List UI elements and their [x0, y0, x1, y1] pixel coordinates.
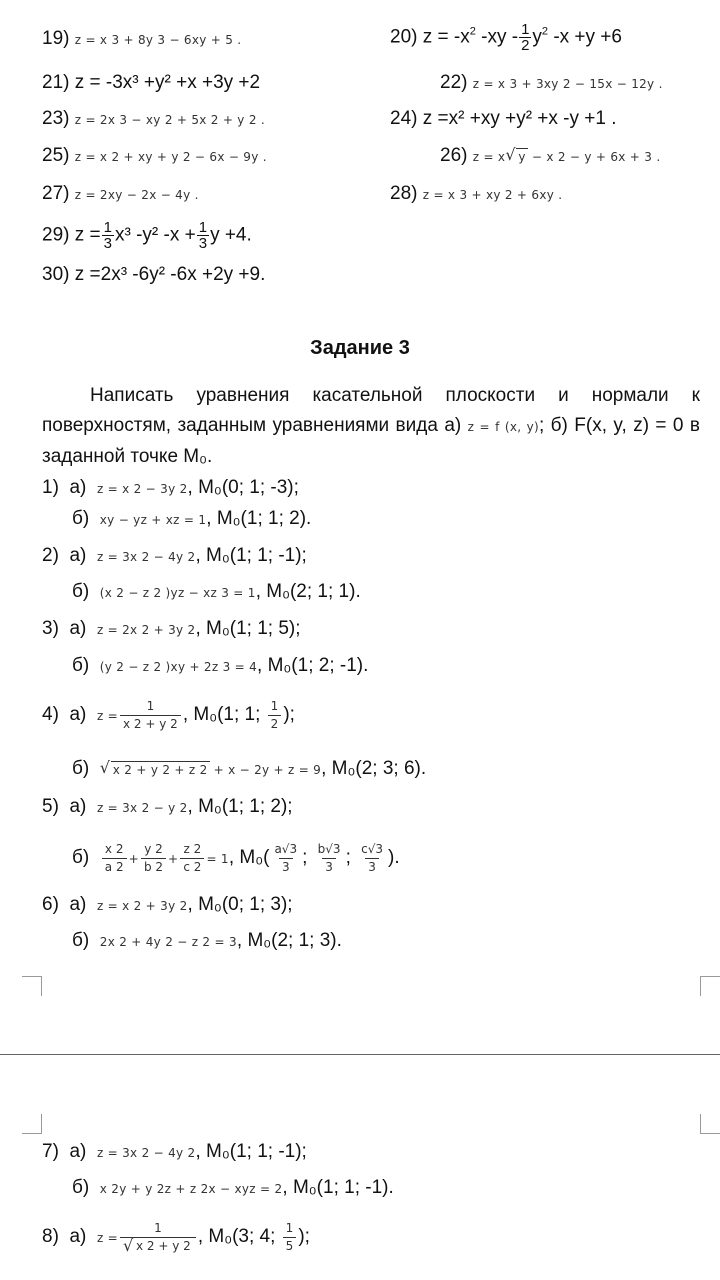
task-description [42, 381, 700, 472]
subtask-label: б) [72, 581, 90, 602]
task-number: 6) [42, 894, 59, 915]
item-number: 26) [440, 145, 468, 166]
point: , M₀(2; 1; 3). [236, 930, 342, 951]
equation-part: − x 2 − y + 6x + 3 . [527, 150, 661, 164]
item-28 [390, 183, 562, 206]
fraction: $\frac{1}{2}$ [521, 21, 530, 54]
item-26 [440, 145, 660, 168]
page-corner-mark [22, 976, 42, 996]
item-number: 29) [42, 224, 70, 246]
item-24 [390, 108, 617, 130]
equation: z = x 2 + xy + y 2 − 6x − 9y . [74, 150, 267, 164]
point: , M₀(1; 1; 5); [195, 618, 301, 639]
task-number: 4) [42, 704, 59, 726]
subtask-label: б) [72, 1177, 90, 1198]
subtask-label: а) [69, 477, 87, 498]
point: , M₀(1; 1; -1). [282, 1177, 394, 1198]
task-number: 8) [42, 1226, 59, 1248]
equation: z = x 3 + 3xy 2 − 15x − 12y . [472, 77, 663, 91]
subtask-label: б) [72, 655, 90, 676]
subtask-label: а) [69, 545, 87, 566]
equation: z = 2xy − 2x − 4y . [74, 188, 199, 202]
task-5a [42, 796, 293, 819]
equation: z = 3x 2 − y 2 [96, 801, 188, 815]
task-1b [72, 508, 311, 531]
description-formula: z = f (x, y) [467, 420, 539, 434]
fraction: $\frac{y 2}{b 2}$ [141, 843, 166, 873]
point: , M₀(1; 1; 2). [206, 508, 312, 529]
item-21 [42, 72, 260, 94]
equation: z =2x³ -6y² -6x +2y +9. [74, 264, 266, 285]
item-20: 20) $z = -x^2$ -xy - $\frac{1}{2}$ $y^2$ -x +y +6 [390, 21, 622, 54]
equation-part: -x +y +6 [548, 26, 622, 48]
point: , M₀(0; 1; -3); [187, 477, 299, 498]
subtask-label: б) [72, 930, 90, 951]
sqrt-sign: √ x 2 + y 2 [123, 1240, 193, 1253]
equation: 2x 2 + 4y 2 − z 2 = 3 [99, 935, 237, 949]
item-23 [42, 108, 265, 131]
subtask-label: б) [72, 847, 90, 869]
task-5b: б) $\frac{x 2}{a 2}$ + $\frac{y 2}{b 2}$ + $\frac{z 2}{c 2}$ = 1, M₀( $\frac{a√3}{3}$ ; $\frac{b√3}{3}$ ; $\frac{c√3}{3}$ ). [72, 842, 400, 874]
item-19 [42, 28, 241, 51]
equation: x 2y + y 2z + z 2x − xyz = 2 [99, 1182, 283, 1196]
item-27 [42, 183, 199, 206]
point: , M₀(1; 1; -1); [195, 1141, 307, 1162]
item-number: 20) [390, 26, 418, 48]
task-number: 1) [42, 477, 59, 498]
point: , M₀(0; 1; 3); [187, 894, 293, 915]
point: ); [298, 1226, 310, 1248]
task-8a [42, 1222, 310, 1252]
task-number: 3) [42, 618, 59, 639]
item-number: 24) [390, 108, 418, 129]
fraction: $\frac{1}{3}$ [103, 219, 112, 252]
equation: z = 3x 2 − 4y 2 [96, 1146, 196, 1160]
point-fraction: $\frac{b√3}{3}$ [317, 842, 341, 874]
equation-part: z = -x [422, 26, 470, 48]
subtask-label: а) [69, 1141, 87, 1162]
equation-part: x³ -y² -x + [114, 224, 196, 246]
subtask-label: а) [69, 796, 87, 817]
equation: z = 2x 2 + 3y 2 [96, 623, 196, 637]
fraction: $\frac{1}{3}$ [198, 219, 208, 252]
task-2a [42, 545, 307, 568]
fraction: 1 √ x 2 + y 2 [120, 1222, 196, 1252]
point: , M₀(1; 1; 2); [187, 796, 293, 817]
equation: z = x 3 + xy 2 + 6xy . [422, 188, 563, 202]
task-2b [72, 581, 361, 604]
subtask-label: а) [69, 704, 87, 726]
sqrt-sign: √ y [505, 146, 527, 168]
page-corner-mark [700, 1114, 720, 1134]
equation: z = 2x 3 − xy 2 + 5x 2 + y 2 . [74, 113, 265, 127]
point: , M₀(3; 4; [197, 1226, 276, 1248]
equation: (y 2 − z 2 )xy + 2z 3 = 4 [99, 660, 258, 674]
subtask-label: а) [69, 894, 87, 915]
page-corner-mark [700, 976, 720, 996]
item-number: 25) [42, 145, 70, 166]
page-corner-mark [22, 1114, 42, 1134]
point: ); [283, 704, 295, 726]
equation-part: z = x [472, 150, 506, 164]
point: , M₀(1; 2; -1). [257, 655, 369, 676]
item-number: 22) [440, 72, 468, 93]
point-fraction: $\frac{1}{5}$ [283, 1222, 297, 1252]
description-text: Написать уравнения касательной плоскости и нормали к поверхностям, заданным уравнениями вида а) [42, 385, 700, 436]
fraction: $\frac{z 2}{c 2}$ [180, 843, 204, 873]
point-fraction: $\frac{a√3}{3}$ [274, 842, 298, 874]
task-number: 2) [42, 545, 59, 566]
point: ). [388, 847, 400, 869]
description-text: ; б) F(x, y, z) = 0 в заданной точке M₀. [42, 415, 700, 467]
item-25 [42, 145, 267, 168]
equation-part: z = [74, 224, 101, 246]
section-title: Задание 3 [310, 337, 410, 359]
task-1a [42, 477, 299, 500]
subtask-label: а) [69, 1226, 87, 1248]
task-number: 7) [42, 1141, 59, 1162]
item-30 [42, 264, 265, 286]
point-fraction: $\frac{c√3}{3}$ [361, 842, 384, 874]
item-number: 28) [390, 183, 418, 204]
fraction: $\frac{1}{x 2 + y 2}$ [120, 700, 181, 730]
item-number: 23) [42, 108, 70, 129]
equation-part: + x − 2y + z = 9 [209, 763, 322, 777]
equation: z = x 2 + 3y 2 [96, 899, 188, 913]
point: , M₀(2; 3; 6). [321, 758, 427, 779]
task-7a [42, 1141, 307, 1164]
fraction: $\frac{x 2}{a 2}$ [102, 843, 127, 873]
sqrt-sign: √ x 2 + y 2 + z 2 [100, 759, 210, 781]
item-number: 30) [42, 264, 70, 285]
page-break-line [0, 1054, 720, 1055]
item-22 [440, 72, 663, 95]
item-number: 27) [42, 183, 70, 204]
equation-part: = 1 [206, 852, 229, 867]
task-4a [42, 700, 295, 730]
equation: xy − yz + xz = 1 [99, 513, 207, 527]
task-7b [72, 1177, 394, 1200]
equation-part: y +4. [210, 224, 252, 246]
equation: (x 2 − z 2 )yz − xz 3 = 1 [99, 586, 256, 600]
task-number: 5) [42, 796, 59, 817]
subtask-label: б) [72, 758, 90, 779]
subtask-label: б) [72, 508, 90, 529]
point: , M₀( [228, 847, 270, 869]
equation: z = 3x 2 − 4y 2 [96, 550, 196, 564]
task-4b [72, 758, 426, 781]
equation: z = -3x³ +y² +x +3y +2 [74, 72, 261, 93]
point: , M₀(2; 1; 1). [255, 581, 361, 602]
item-29 [42, 220, 252, 251]
item-number: 21) [42, 72, 70, 93]
point-fraction: $\frac{1}{2}$ [268, 700, 282, 730]
equation-part: z = [96, 709, 119, 724]
equation: z =x² +xy +y² +x -y +1 . [422, 108, 617, 129]
point: , M₀(1; 1; [182, 704, 261, 726]
task-3a [42, 618, 301, 641]
equation: z = x 3 + 8y 3 − 6xy + 5 . [74, 33, 242, 47]
task-6a [42, 894, 293, 917]
item-number: 19) [42, 28, 70, 49]
equation-part: y [532, 26, 542, 48]
subtask-label: а) [69, 618, 87, 639]
equation: z = x 2 − 3y 2 [96, 482, 188, 496]
equation-part: z = [96, 1231, 119, 1246]
equation-part: -xy - [475, 26, 519, 48]
task-6b [72, 930, 342, 953]
task-3b [72, 655, 368, 678]
point: , M₀(1; 1; -1); [195, 545, 307, 566]
